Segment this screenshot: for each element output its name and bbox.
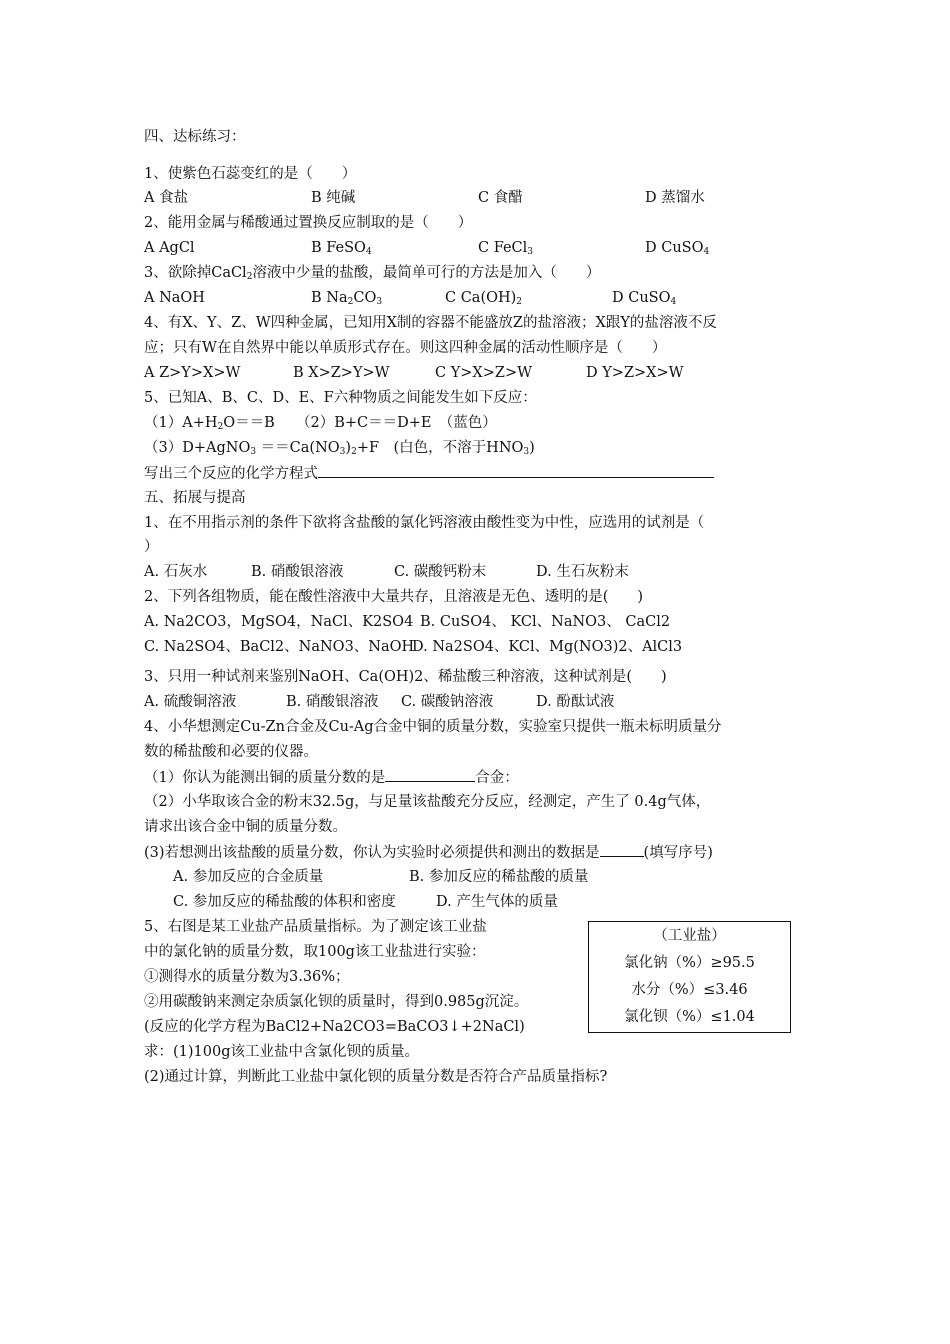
q5-3-options <box>144 692 844 712</box>
option-a: A AgCl <box>144 240 195 256</box>
q4-5-reactions-1-2 <box>144 413 844 433</box>
q5-5-line7: (2)通过计算，判断此工业盐中氯化钡的质量分数是否符合产品质量指标? <box>144 1069 608 1085</box>
q4-1-stem: 1、使紫色石蕊变红的是（ ） <box>144 166 357 182</box>
spec-nacl: 氯化钠（%）≥95.5 <box>624 955 755 971</box>
q5-2-options-ab <box>144 612 844 632</box>
option-d: D. 酚酞试液 <box>536 694 615 710</box>
q5-2-options-cd <box>144 637 844 657</box>
option-c: C 食醋 <box>478 190 523 206</box>
q5-5-line1: 5、右图是某工业盐产品质量指标。为了测定该工业盐 <box>144 919 487 935</box>
q4-1-options <box>144 188 844 208</box>
option-c: C $Ca(OH)_2$ <box>445 290 523 307</box>
q5-1-line2: ） <box>144 539 159 555</box>
q5-1-options <box>144 562 844 582</box>
option-c: C. 碳酸钠溶液 <box>401 694 494 710</box>
industrial-salt-spec-box <box>588 921 791 1033</box>
q5-4-options-cd <box>173 892 673 912</box>
q5-4-line2: 数的稀盐酸和必要的仪器。 <box>144 744 318 760</box>
reaction-1: $(1)A+H_2O==B$ <box>144 415 275 432</box>
option-c: C. Na2SO4、BaCl2、NaNO3、NaOH <box>144 639 415 655</box>
q5-4-part2-line2: 请求出该合金中铜的质量分数。 <box>144 819 347 835</box>
q4-5-write: 写出三个反应的化学方程式 <box>144 463 714 484</box>
option-b: B. CuSO4、 KCl、NaNO3、 CaCl2 <box>420 614 671 630</box>
q4-2-options <box>144 238 844 258</box>
option-b: B. 硝酸银溶液 <box>251 564 344 580</box>
option-d: D CuSO$_4$ <box>612 290 677 307</box>
q5-4-part2-line1: （2）小华取该合金的粉末32.5g，与足量该盐酸充分反应，经测定，产生了 0.4g气体， <box>144 794 711 810</box>
option-c: C. 参加反应的稀盐酸的体积和密度 <box>173 894 396 910</box>
option-b: B. 参加反应的稀盐酸的质量 <box>409 869 589 885</box>
q5-5-line5: (反应的化学方程为BaCl2+Na2CO3=BaCO3↓+2NaCl) <box>144 1019 525 1035</box>
option-d: D. 产生气体的质量 <box>436 894 558 910</box>
q4-5-reaction-3: （3）D+AgNO$_3$ $==Ca(NO_3)_2+F$ (白色，不溶于$HNO_3$) <box>144 440 535 457</box>
option-b: B. 硝酸银溶液 <box>286 694 379 710</box>
q5-1-line1: 1、在不用指示剂的条件下欲将含盐酸的氯化钙溶液由酸性变为中性，应选用的试剂是（ <box>144 515 705 531</box>
option-a: A 食盐 <box>144 190 189 206</box>
option-a: A Z>Y>X>W <box>144 365 241 381</box>
option-a: A. 硫酸铜溶液 <box>144 694 237 710</box>
spec-title: （工业盐） <box>653 928 726 944</box>
q5-5-line4: ②用碳酸钠来测定杂质氯化钡的质量时，得到0.985g沉淀。 <box>144 994 529 1010</box>
option-a: A. Na2CO3，MgSO4，NaCl、K2SO4 <box>144 614 414 630</box>
q4-2-stem: 2、能用金属与稀酸通过置换反应制取的是（ ） <box>144 215 473 231</box>
q5-4-options-ab <box>173 867 673 887</box>
answer-blank[interactable] <box>600 842 644 857</box>
option-b: B X>Z>Y>W <box>293 365 390 381</box>
q5-5-line2: 中的氯化钠的质量分数，取100g该工业盐进行实验： <box>144 944 486 960</box>
q5-5-line3: ①测得水的质量分数为3.36%； <box>144 969 350 985</box>
option-d: D CuSO$_4$ <box>645 240 710 257</box>
q4-4-options <box>144 363 844 383</box>
option-d: D Y>Z>X>W <box>586 365 684 381</box>
option-b: B $Na_2CO_3$ <box>311 290 383 307</box>
q5-3-stem: 3、只用一种试剂来鉴别NaOH、Ca(OH)2、稀盐酸三种溶液，这种试剂是( ) <box>144 669 667 685</box>
answer-blank[interactable] <box>385 767 475 782</box>
option-c: C. 碳酸钙粉末 <box>394 564 487 580</box>
q4-4-line2: 应；只有W在自然界中能以单质形式存在。则这四种金属的活动性顺序是（ ） <box>144 340 667 356</box>
q4-4-line1: 4、有X、Y、Z、W四种金属，已知用X制的容器不能盛放Z的盐溶液；X跟Y的盐溶液不反 <box>144 315 717 331</box>
answer-blank[interactable] <box>318 463 714 478</box>
option-c: C FeCl$_3$ <box>478 240 534 257</box>
section4-title: 四、达标练习： <box>144 129 246 145</box>
q5-4-part1: （1）你认为能测出铜的质量分数的是 合金： <box>144 767 519 788</box>
option-b: B 纯碱 <box>311 190 356 206</box>
option-d: D. 生石灰粉末 <box>536 564 629 580</box>
option-a: A NaOH <box>144 290 205 306</box>
option-c: C Y>X>Z>W <box>435 365 533 381</box>
option-a: A. 参加反应的合金质量 <box>173 869 324 885</box>
q5-2-stem: 2、下列各组物质，能在酸性溶液中大量共存，且溶液是无色、透明的是( ) <box>144 589 644 605</box>
option-a: A. 石灰水 <box>144 564 208 580</box>
q4-3-stem: 3、欲除掉CaCl$_2$溶液中少量的盐酸，最简单可行的方法是加入（ ） <box>144 265 601 282</box>
option-b: B FeSO$_4$ <box>311 240 372 257</box>
section5-title: 五、拓展与提高 <box>144 490 246 506</box>
spec-bacl2: 氯化钡（%）≤1.04 <box>624 1009 755 1025</box>
q5-4-part3: (3)若想测出该盐酸的质量分数，你认为实验时必须提供和测出的数据是 (填写序号) <box>144 842 713 863</box>
q5-4-line1: 4、小华想测定Cu-Zn合金及Cu-Ag合金中铜的质量分数，实验室只提供一瓶未标明质量分 <box>144 719 722 735</box>
q4-5-line1: 5、已知A、B、C、D、E、F六种物质之间能发生如下反应： <box>144 390 537 406</box>
option-d: D. Na2SO4、KCl、Mg(NO3)2、AlCl3 <box>412 639 683 655</box>
q4-3-options <box>144 288 844 308</box>
spec-water: 水分（%）≤3.46 <box>631 982 748 998</box>
option-d: D 蒸馏水 <box>645 190 705 206</box>
reaction-2: （2）B+C＝＝D+E （蓝色） <box>296 415 497 431</box>
q5-5-line6: 求：(1)100g该工业盐中含氯化钡的质量。 <box>144 1044 419 1060</box>
